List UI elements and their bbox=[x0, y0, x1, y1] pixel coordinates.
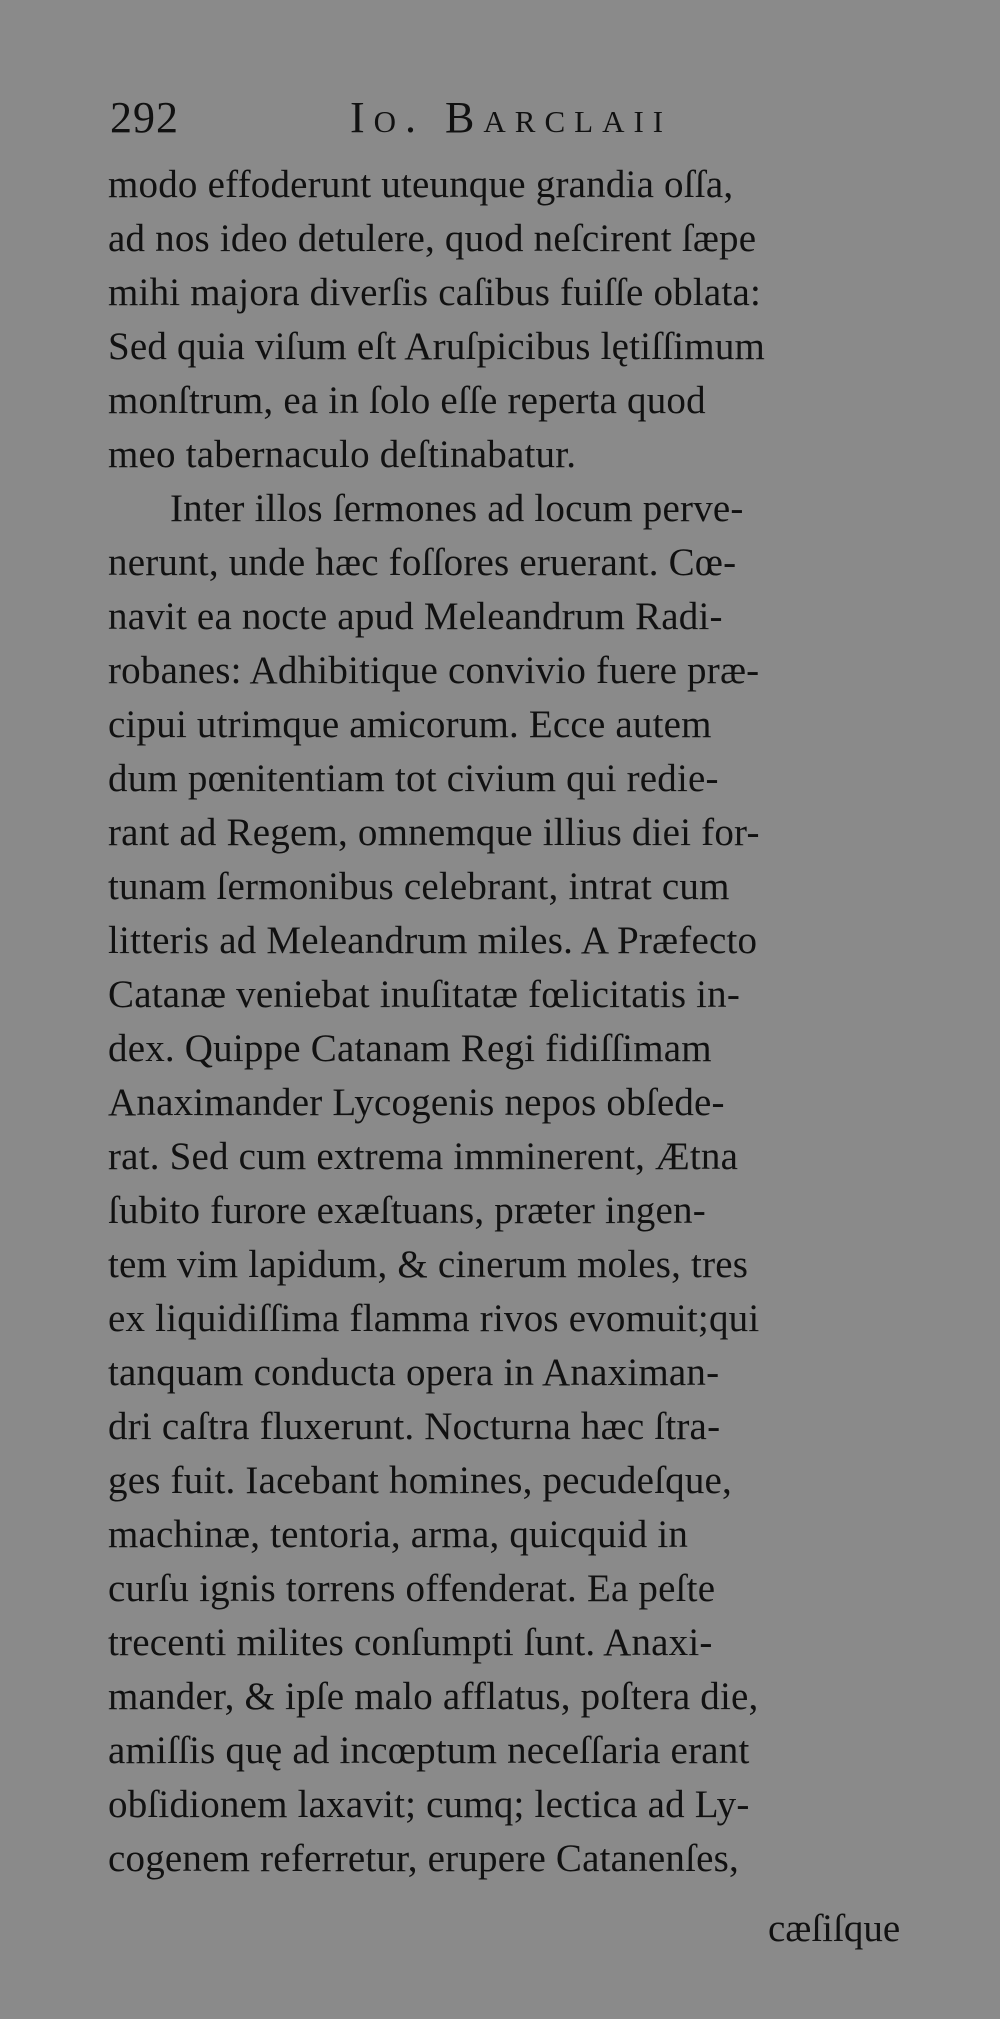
text-line: nerunt, unde hæc foſſores eruerant. Cœ- bbox=[108, 541, 737, 584]
text-line: Inter illos ſermones ad locum perve- bbox=[170, 487, 744, 530]
text-line: dri caſtra fluxerunt. Nocturna hæc ſtra- bbox=[108, 1405, 721, 1448]
text-line: cogenem referretur, erupere Catanenſes, bbox=[108, 1837, 739, 1880]
catchword: cæſiſque bbox=[768, 1907, 901, 1950]
text-line: monſtrum, ea in ſolo eſſe reperta quod bbox=[108, 379, 706, 422]
text-line: meo tabernaculo deſtinabatur. bbox=[108, 433, 577, 476]
text-line: Sed quia viſum eſt Aruſpicibus lętiſſimum bbox=[108, 325, 766, 368]
text-line: trecenti milites conſumpti ſunt. Anaxi- bbox=[108, 1621, 713, 1664]
text-line: cipui utrimque amicorum. Ecce autem bbox=[108, 703, 712, 746]
text-line: dex. Quippe Catanam Regi fidiſſimam bbox=[108, 1027, 712, 1070]
text-line: curſu ignis torrens offenderat. Ea peſte bbox=[108, 1567, 716, 1610]
text-line: tem vim lapidum, & cinerum moles, tres bbox=[108, 1243, 749, 1286]
text-line: ges fuit. Iacebant homines, pecudeſque, bbox=[108, 1459, 732, 1502]
page-header bbox=[110, 92, 910, 152]
text-line: Anaximander Lycogenis nepos obſede- bbox=[108, 1081, 725, 1124]
text-line: mander, & ipſe malo afflatus, poſtera die, bbox=[108, 1675, 759, 1718]
text-line: obſidionem laxavit; cumq; lectica ad Ly- bbox=[108, 1783, 750, 1826]
text-line: litteris ad Meleandrum miles. A Præfecto bbox=[108, 919, 758, 962]
text-line: modo effoderunt uteunque grandia oſſa, bbox=[108, 163, 734, 206]
text-line: tunam ſermonibus celebrant, intrat cum bbox=[108, 865, 730, 908]
text-line: ex liquidiſſima flamma rivos evomuit;qui bbox=[108, 1297, 760, 1340]
text-line: ſubito furore exæſtuans, præter ingen- bbox=[108, 1189, 706, 1232]
text-line: tanquam conducta opera in Anaximan- bbox=[108, 1351, 720, 1394]
text-line: machinæ, tentoria, arma, quicquid in bbox=[108, 1513, 689, 1556]
text-line: dum pœnitentiam tot civium qui redie- bbox=[108, 757, 719, 800]
page-number: 292 bbox=[110, 93, 179, 142]
text-line: rant ad Regem, omnemque illius diei for- bbox=[108, 811, 760, 854]
text-line: navit ea nocte apud Meleandrum Radi- bbox=[108, 595, 723, 638]
text-line: robanes: Adhibitique convivio fuere præ- bbox=[108, 649, 760, 692]
text-line: Catanæ veniebat inuſitatæ fœlicitatis in- bbox=[108, 973, 741, 1016]
text-line: amiſſis quę ad incœptum neceſſaria erant bbox=[108, 1729, 750, 1772]
text-line: ad nos ideo detulere, quod neſcirent ſæpe bbox=[108, 217, 757, 260]
text-line: mihi majora diverſis caſibus fuiſſe oblata: bbox=[108, 271, 762, 314]
body-text bbox=[108, 158, 978, 1886]
text-line: rat. Sed cum extrema imminerent, Ætna bbox=[108, 1135, 739, 1178]
running-title: Io. Barclaii bbox=[350, 93, 673, 142]
